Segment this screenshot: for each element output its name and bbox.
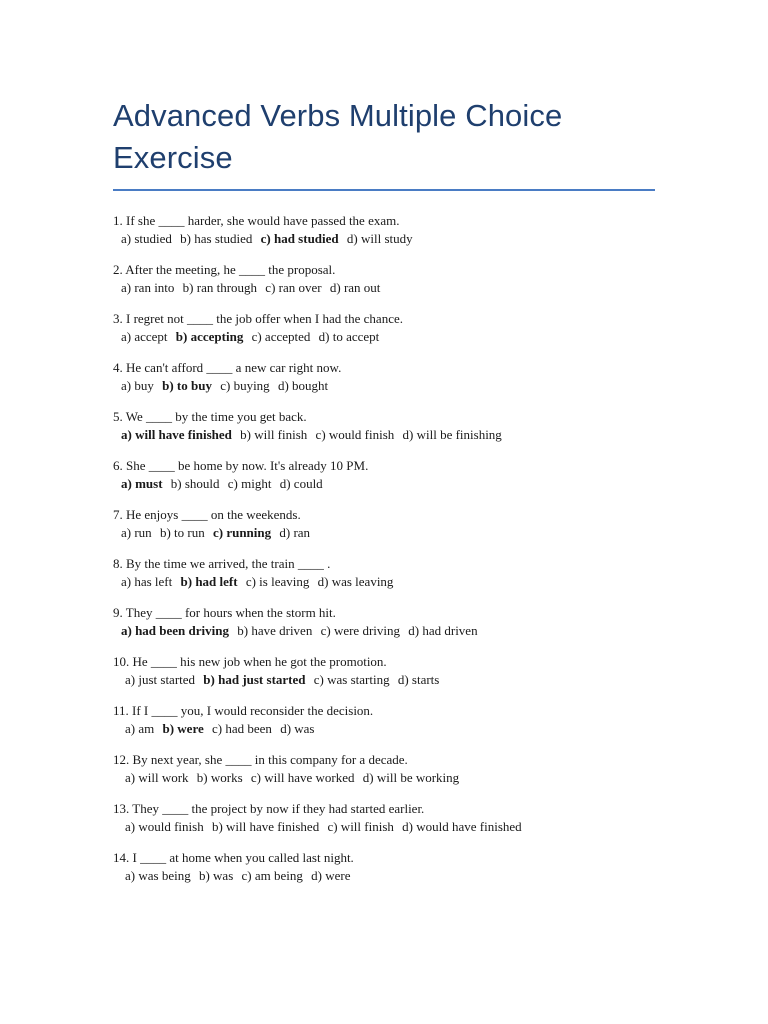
answer-option: b) should bbox=[170, 476, 220, 491]
question-item bbox=[113, 261, 655, 297]
question-stem: 3. I regret not ____ the job offer when I had the chance. bbox=[113, 311, 403, 326]
answer-option: b) has studied bbox=[180, 231, 253, 246]
answer-option: b) have driven bbox=[237, 623, 313, 638]
answer-option: c) ran over bbox=[265, 280, 322, 295]
question-stem: 5. We ____ by the time you get back. bbox=[113, 409, 307, 424]
answer-option: d) had driven bbox=[408, 623, 478, 638]
answer-options bbox=[113, 818, 655, 836]
answer-options bbox=[113, 524, 655, 542]
question-item bbox=[113, 212, 655, 248]
answer-options bbox=[113, 573, 655, 591]
answer-option-correct: a) must bbox=[121, 476, 163, 491]
answer-option-correct: b) accepting bbox=[175, 329, 244, 344]
answer-options bbox=[113, 720, 655, 738]
question-stem: 11. If I ____ you, I would reconsider the decision. bbox=[113, 703, 374, 718]
question-stem: 14. I ____ at home when you called last night. bbox=[113, 850, 354, 865]
answer-option: a) will work bbox=[125, 770, 189, 785]
answer-option: c) was starting bbox=[313, 672, 390, 687]
question-item bbox=[113, 506, 655, 542]
answer-option: a) ran into bbox=[121, 280, 175, 295]
document-title: Advanced Verbs Multiple Choice Exercise bbox=[113, 98, 563, 175]
answer-options bbox=[113, 622, 655, 640]
question-item bbox=[113, 310, 655, 346]
question-stem: 8. By the time we arrived, the train ____ . bbox=[113, 556, 331, 571]
answer-option: d) was bbox=[280, 721, 315, 736]
answer-option: b) will have finished bbox=[211, 819, 320, 834]
answer-option: a) run bbox=[121, 525, 152, 540]
question-item bbox=[113, 751, 655, 787]
title-underline bbox=[113, 189, 655, 191]
answer-option-correct: a) will have finished bbox=[121, 427, 232, 442]
answer-option: d) could bbox=[279, 476, 323, 491]
answer-option: c) might bbox=[227, 476, 272, 491]
question-stem: 9. They ____ for hours when the storm hit. bbox=[113, 605, 336, 620]
answer-option: d) will study bbox=[346, 231, 413, 246]
question-item bbox=[113, 359, 655, 395]
answer-options bbox=[113, 671, 655, 689]
answer-option: c) will finish bbox=[327, 819, 394, 834]
answer-options bbox=[113, 769, 655, 787]
question-item bbox=[113, 800, 655, 836]
answer-option: a) has left bbox=[121, 574, 173, 589]
answer-option: b) ran through bbox=[182, 280, 258, 295]
question-item bbox=[113, 702, 655, 738]
answer-options bbox=[113, 230, 655, 248]
question-item bbox=[113, 555, 655, 591]
answer-option-correct: b) were bbox=[162, 721, 204, 736]
question-list bbox=[113, 212, 655, 885]
answer-option: c) had been bbox=[212, 721, 272, 736]
answer-options bbox=[113, 475, 655, 493]
answer-option-correct: b) had just started bbox=[203, 672, 306, 687]
answer-option: d) was leaving bbox=[317, 574, 394, 589]
answer-options bbox=[113, 426, 655, 444]
answer-option: d) would have finished bbox=[402, 819, 522, 834]
answer-option-correct: a) had been driving bbox=[121, 623, 229, 638]
answer-option: d) will be working bbox=[362, 770, 460, 785]
question-stem: 7. He enjoys ____ on the weekends. bbox=[113, 507, 301, 522]
question-stem: 2. After the meeting, he ____ the proposal. bbox=[113, 262, 336, 277]
answer-option: d) bought bbox=[277, 378, 329, 393]
answer-option-correct: b) to buy bbox=[162, 378, 212, 393]
answer-option: d) ran out bbox=[329, 280, 381, 295]
answer-option: c) would finish bbox=[315, 427, 395, 442]
answer-option: a) just started bbox=[125, 672, 196, 687]
answer-option: b) works bbox=[196, 770, 243, 785]
answer-option: c) am being bbox=[241, 868, 303, 883]
answer-option: a) would finish bbox=[125, 819, 204, 834]
question-item bbox=[113, 849, 655, 885]
answer-option: a) am bbox=[125, 721, 155, 736]
answer-option: c) is leaving bbox=[245, 574, 310, 589]
answer-options bbox=[113, 377, 655, 395]
answer-option: a) buy bbox=[121, 378, 154, 393]
question-item bbox=[113, 604, 655, 640]
document-page bbox=[113, 0, 655, 898]
answer-options bbox=[113, 328, 655, 346]
answer-option: c) were driving bbox=[320, 623, 401, 638]
answer-options bbox=[113, 867, 655, 885]
answer-option: d) will be finishing bbox=[402, 427, 502, 442]
question-stem: 6. She ____ be home by now. It's already 10 PM. bbox=[113, 458, 369, 473]
question-item bbox=[113, 457, 655, 493]
answer-option: c) accepted bbox=[251, 329, 311, 344]
answer-option: d) ran bbox=[279, 525, 311, 540]
answer-option: a) studied bbox=[121, 231, 172, 246]
answer-option-correct: b) had left bbox=[180, 574, 238, 589]
question-stem: 1. If she ____ harder, she would have passed the exam. bbox=[113, 213, 400, 228]
answer-option: b) will finish bbox=[240, 427, 308, 442]
answer-option: a) accept bbox=[121, 329, 168, 344]
answer-option: d) starts bbox=[397, 672, 440, 687]
answer-option: c) will have worked bbox=[250, 770, 355, 785]
answer-option: c) buying bbox=[220, 378, 270, 393]
answer-option-correct: c) running bbox=[212, 525, 272, 540]
answer-options bbox=[113, 279, 655, 297]
question-stem: 10. He ____ his new job when he got the promotion. bbox=[113, 654, 387, 669]
question-item bbox=[113, 408, 655, 444]
answer-option: b) to run bbox=[159, 525, 205, 540]
question-stem: 13. They ____ the project by now if they had started earlier. bbox=[113, 801, 425, 816]
answer-option: d) to accept bbox=[318, 329, 380, 344]
answer-option: b) was bbox=[198, 868, 234, 883]
answer-option: a) was being bbox=[125, 868, 191, 883]
question-stem: 4. He can't afford ____ a new car right now. bbox=[113, 360, 342, 375]
question-item bbox=[113, 653, 655, 689]
question-stem: 12. By next year, she ____ in this company for a decade. bbox=[113, 752, 408, 767]
answer-option-correct: c) had studied bbox=[260, 231, 339, 246]
answer-option: d) were bbox=[311, 868, 351, 883]
